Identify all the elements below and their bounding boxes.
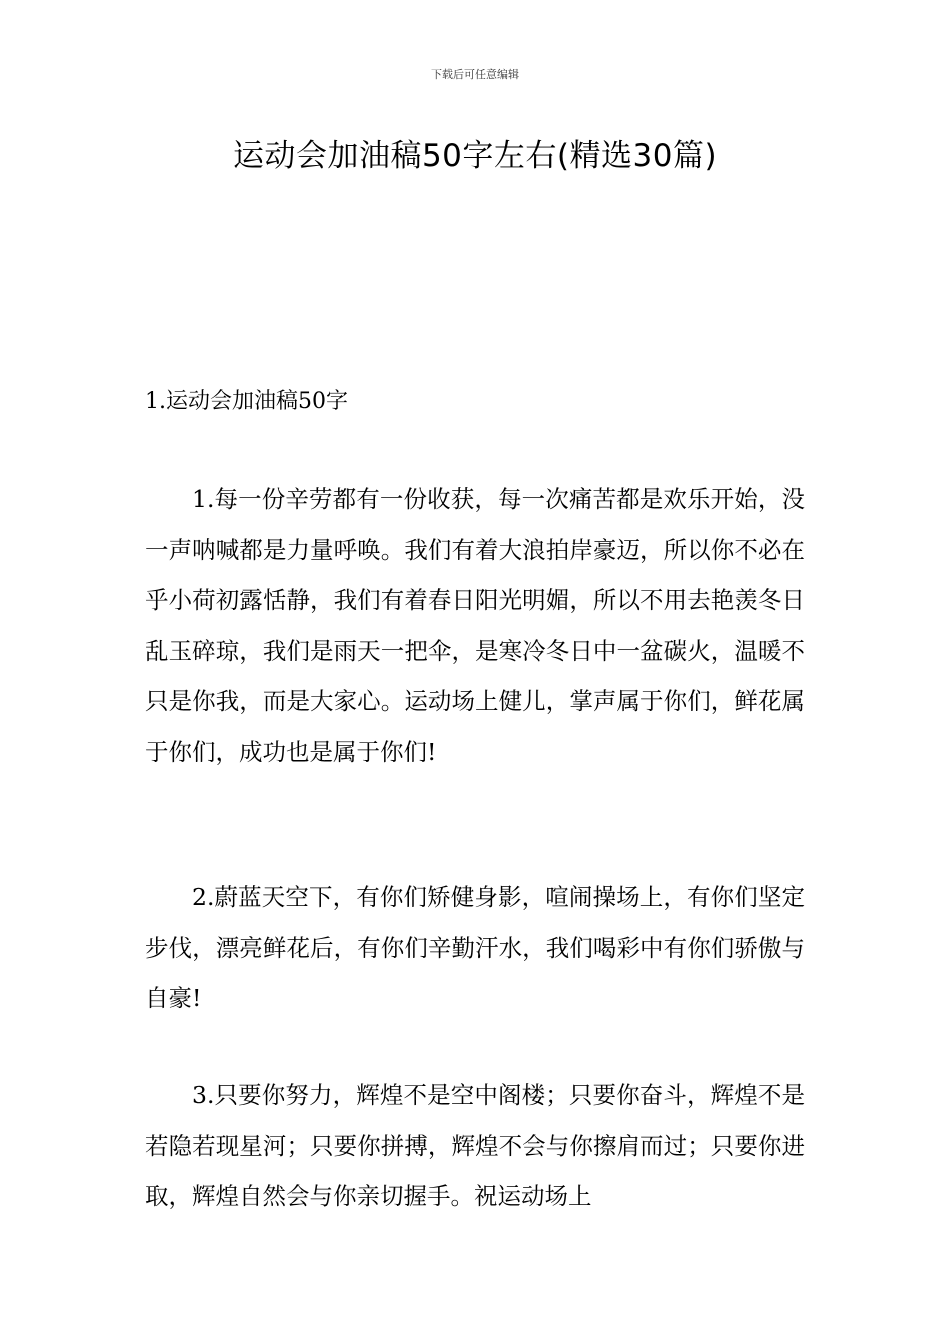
paragraph-1: 1.每一份辛劳都有一份收获，每一次痛苦都是欢乐开始，没一声呐喊都是力量呼唤。我们有着大浪拍岸豪迈，所以你不必在乎小荷初露恬静，我们有着春日阳光明媚，所以不用去艳羡冬日乱玉碎琼，我们是雨天一把伞，是寒冷冬日中一盆碳火，温暖不只是你我，而是大家心。运动场上健儿，掌声属于你们，鲜花属于你们，成功也是属于你们!	[145, 485, 805, 766]
header-note: 下载后可任意编辑	[431, 68, 519, 81]
paragraph-3: 3.只要你努力，辉煌不是空中阁楼；只要你奋斗，辉煌不是若隐若现星河；只要你拼搏，辉煌不会与你擦肩而过；只要你进取，辉煌自然会与你亲切握手。祝运动场上	[145, 1081, 805, 1210]
section-heading: 1.运动会加油稿50字	[145, 389, 348, 414]
paragraph-2: 2.蔚蓝天空下，有你们矫健身影，喧闹操场上，有你们坚定步伐，漂亮鲜花后，有你们辛勤汗水，我们喝彩中有你们骄傲与自豪!	[145, 883, 805, 1012]
document-title: 运动会加油稿50字左右(精选30篇)	[232, 138, 718, 174]
